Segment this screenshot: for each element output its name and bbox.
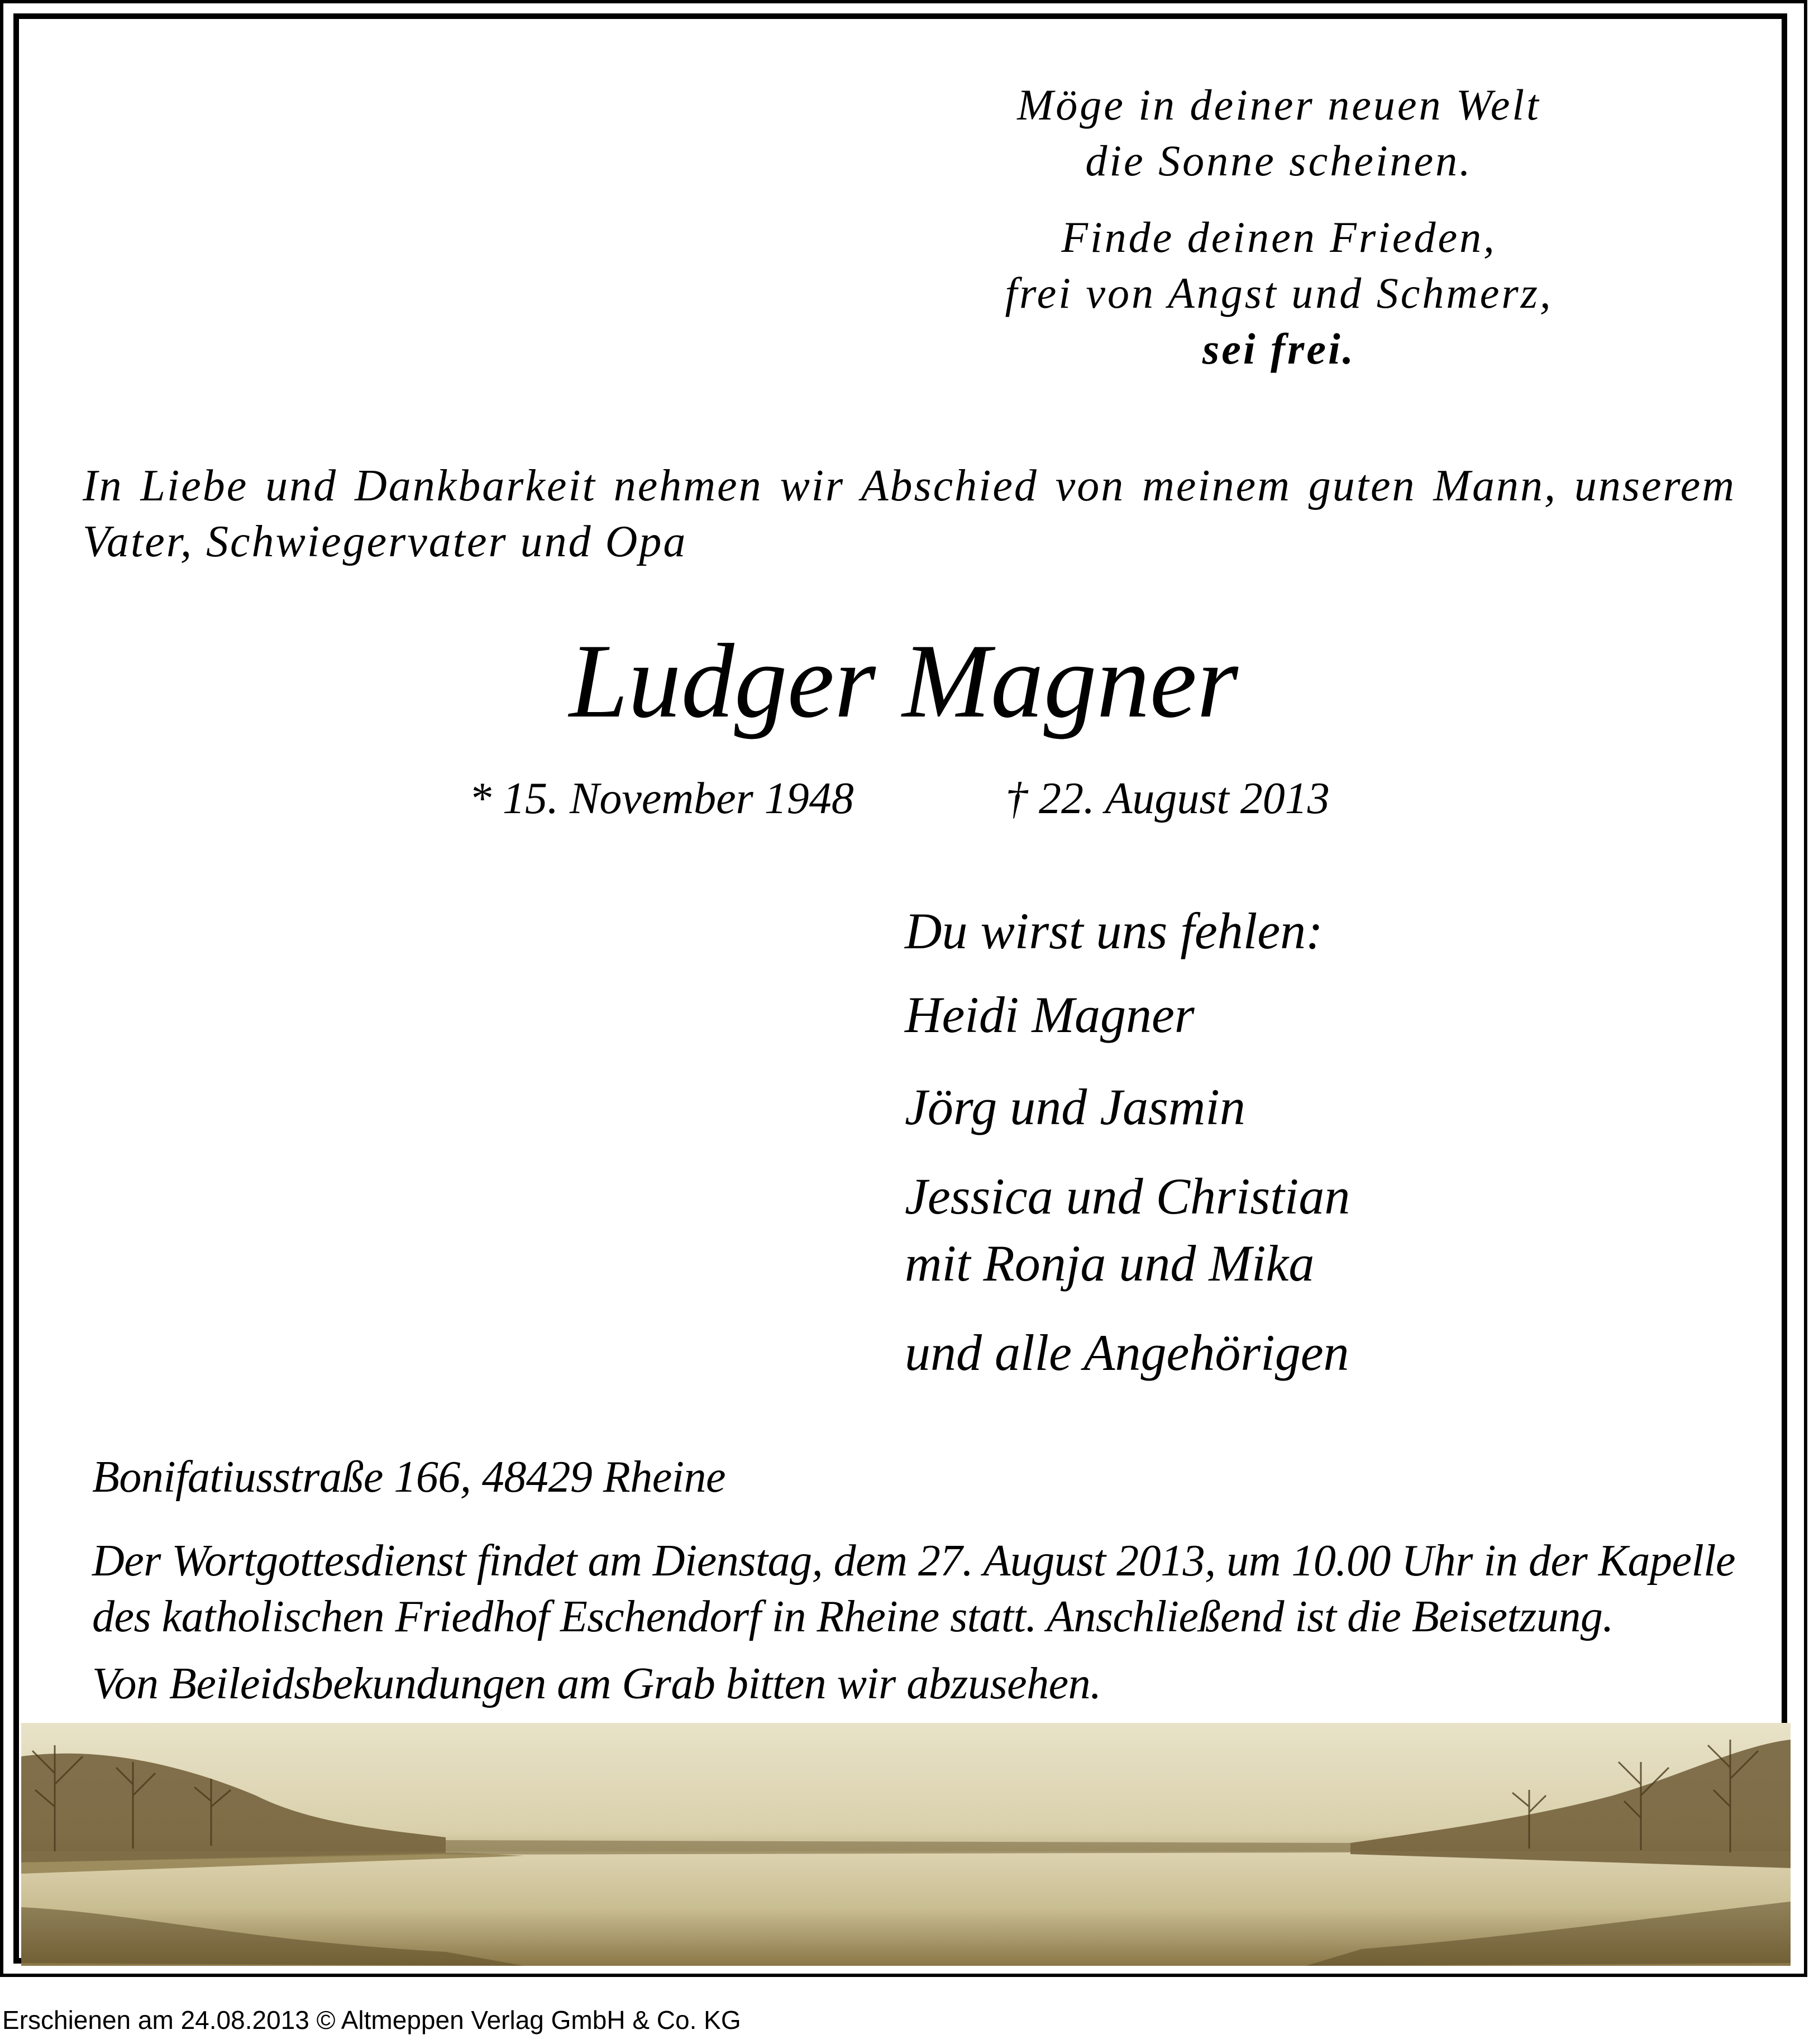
intro-text: In Liebe und Dankbarkeit nehmen wir Abschied von meinem guten Mann, unserem Vater, Schwiegervater und Opa: [83, 461, 1736, 566]
mourner-line-1: Heidi Magner: [905, 986, 1195, 1043]
service-line-1: Der Wortgottesdienst findet am Dienstag, dem 27. August 2013, um 10.00 Uhr in der Kapelle: [92, 1536, 1736, 1585]
birth-date: * 15. November 1948: [469, 774, 854, 823]
death-date: † 22. August 2013: [1005, 774, 1330, 823]
poem-line-2: die Sonne scheinen.: [1085, 136, 1473, 185]
poem-line-3: Finde deinen Frieden,: [1061, 213, 1497, 261]
mourner-line-5: und alle Angehörigen: [905, 1324, 1349, 1381]
mourner-line-2: Jörg und Jasmin: [905, 1078, 1245, 1135]
poem-line-1: Möge in deiner neuen Welt: [1017, 80, 1541, 129]
mourner-line-3: Jessica und Christian: [905, 1168, 1350, 1225]
lake-landscape-image: [21, 1723, 1791, 1966]
poem-line-4: frei von Angst und Schmerz,: [1005, 269, 1553, 317]
poem-line-5: sei frei.: [1202, 324, 1356, 373]
mourners-heading: Du wirst uns fehlen:: [905, 902, 1323, 959]
deceased-name: Ludger Magner: [569, 623, 1238, 740]
service-line-2: des katholischen Friedhof Eschendorf in Rheine statt. Anschließend ist die Beisetzung.: [92, 1592, 1613, 1641]
mourner-line-4: mit Ronja und Mika: [905, 1235, 1315, 1292]
publication-footer: Erschienen am 24.08.2013 © Altmeppen Verlag GmbH & Co. KG: [2, 2005, 741, 2035]
condolence-note: Von Beileidsbekundungen am Grab bitten wir abzusehen.: [92, 1659, 1101, 1708]
address: Bonifatiusstraße 166, 48429 Rheine: [92, 1453, 726, 1502]
